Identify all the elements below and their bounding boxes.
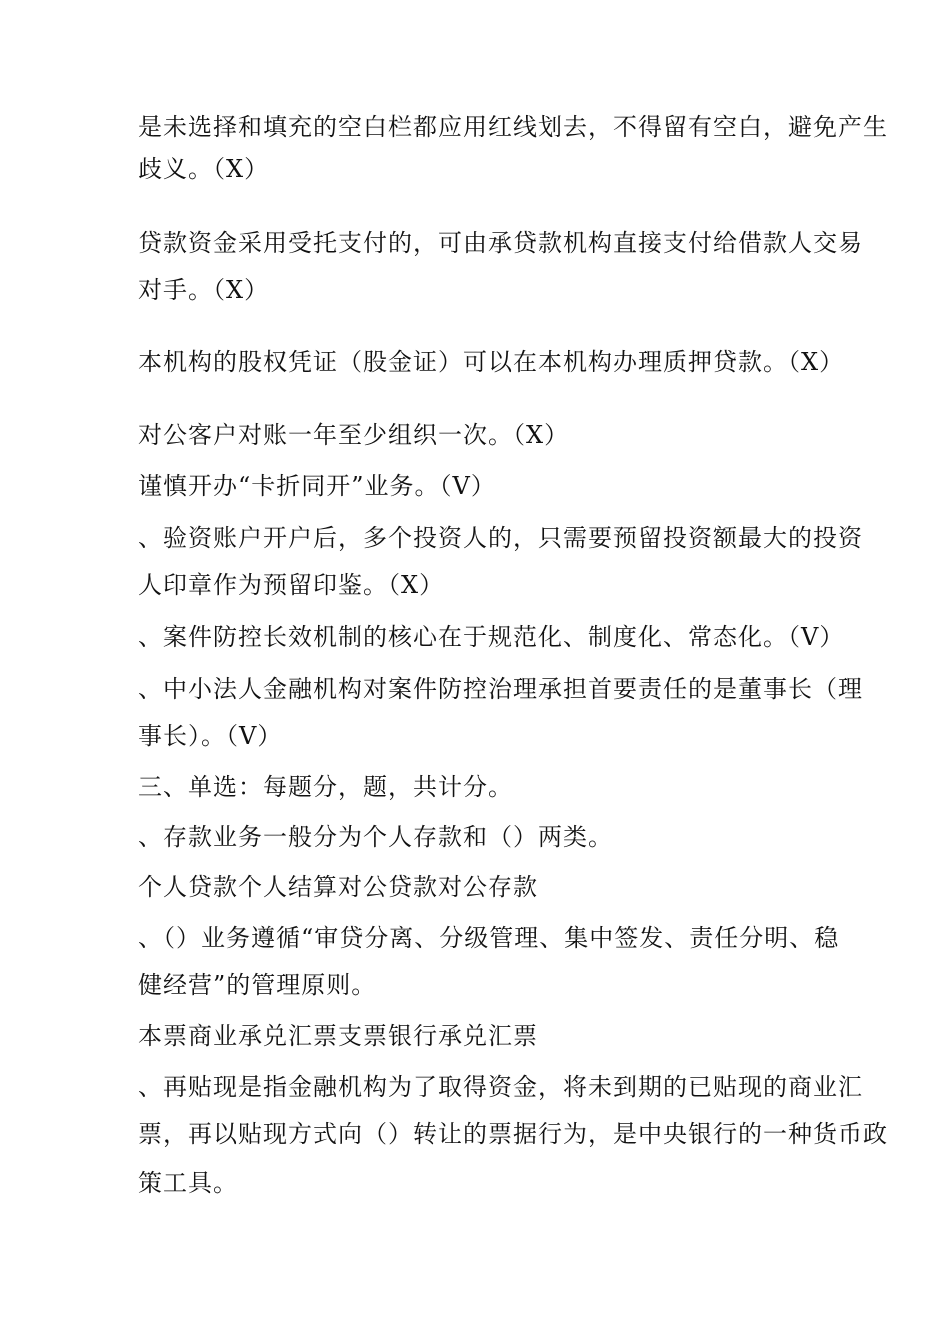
text-line: 贷款资金采用受托支付的，可由承贷款机构直接支付给借款人交易 [138, 229, 863, 257]
text-line: 事长）。（V） [138, 722, 283, 750]
text-line: 是未选择和填充的空白栏都应用红线划去，不得留有空白，避免产生 [138, 113, 888, 141]
text-line: 、验资账户开户后，多个投资人的，只需要预留投资额最大的投资 [138, 524, 863, 552]
question-text: 策工具。 [138, 1169, 238, 1197]
text-line: 、案件防控长效机制的核心在于规范化、制度化、常态化。（V） [138, 623, 845, 651]
question-text: 、（）业务遵循“审贷分离、分级管理、集中签发、责任分明、稳 [138, 924, 840, 952]
text-line: 对公客户对账一年至少组织一次。（X） [138, 421, 570, 449]
question-text: 、存款业务一般分为个人存款和（）两类。 [138, 823, 613, 851]
text-line: 、中小法人金融机构对案件防控治理承担首要责任的是董事长（理 [138, 675, 863, 703]
text-line: 本机构的股权凭证（股金证）可以在本机构办理质押贷款。（X） [138, 348, 845, 376]
answer-options: 个人贷款个人结算对公贷款对公存款 [138, 873, 538, 901]
text-line: 人印章作为预留印鉴。（X） [138, 571, 445, 599]
question-text: 健经营”的管理原则。 [138, 971, 377, 999]
section-heading: 三、单选：每题分，题，共计分。 [138, 773, 513, 801]
text-line: 歧义。（X） [138, 155, 270, 183]
answer-options: 本票商业承兑汇票支票银行承兑汇票 [138, 1022, 538, 1050]
text-line: 谨慎开办“卡折同开”业务。（V） [138, 472, 496, 500]
question-text: 票，再以贴现方式向（）转让的票据行为，是中央银行的一种货币政 [138, 1120, 888, 1148]
text-line: 对手。（X） [138, 276, 270, 304]
question-text: 、再贴现是指金融机构为了取得资金，将未到期的已贴现的商业汇 [138, 1073, 863, 1101]
